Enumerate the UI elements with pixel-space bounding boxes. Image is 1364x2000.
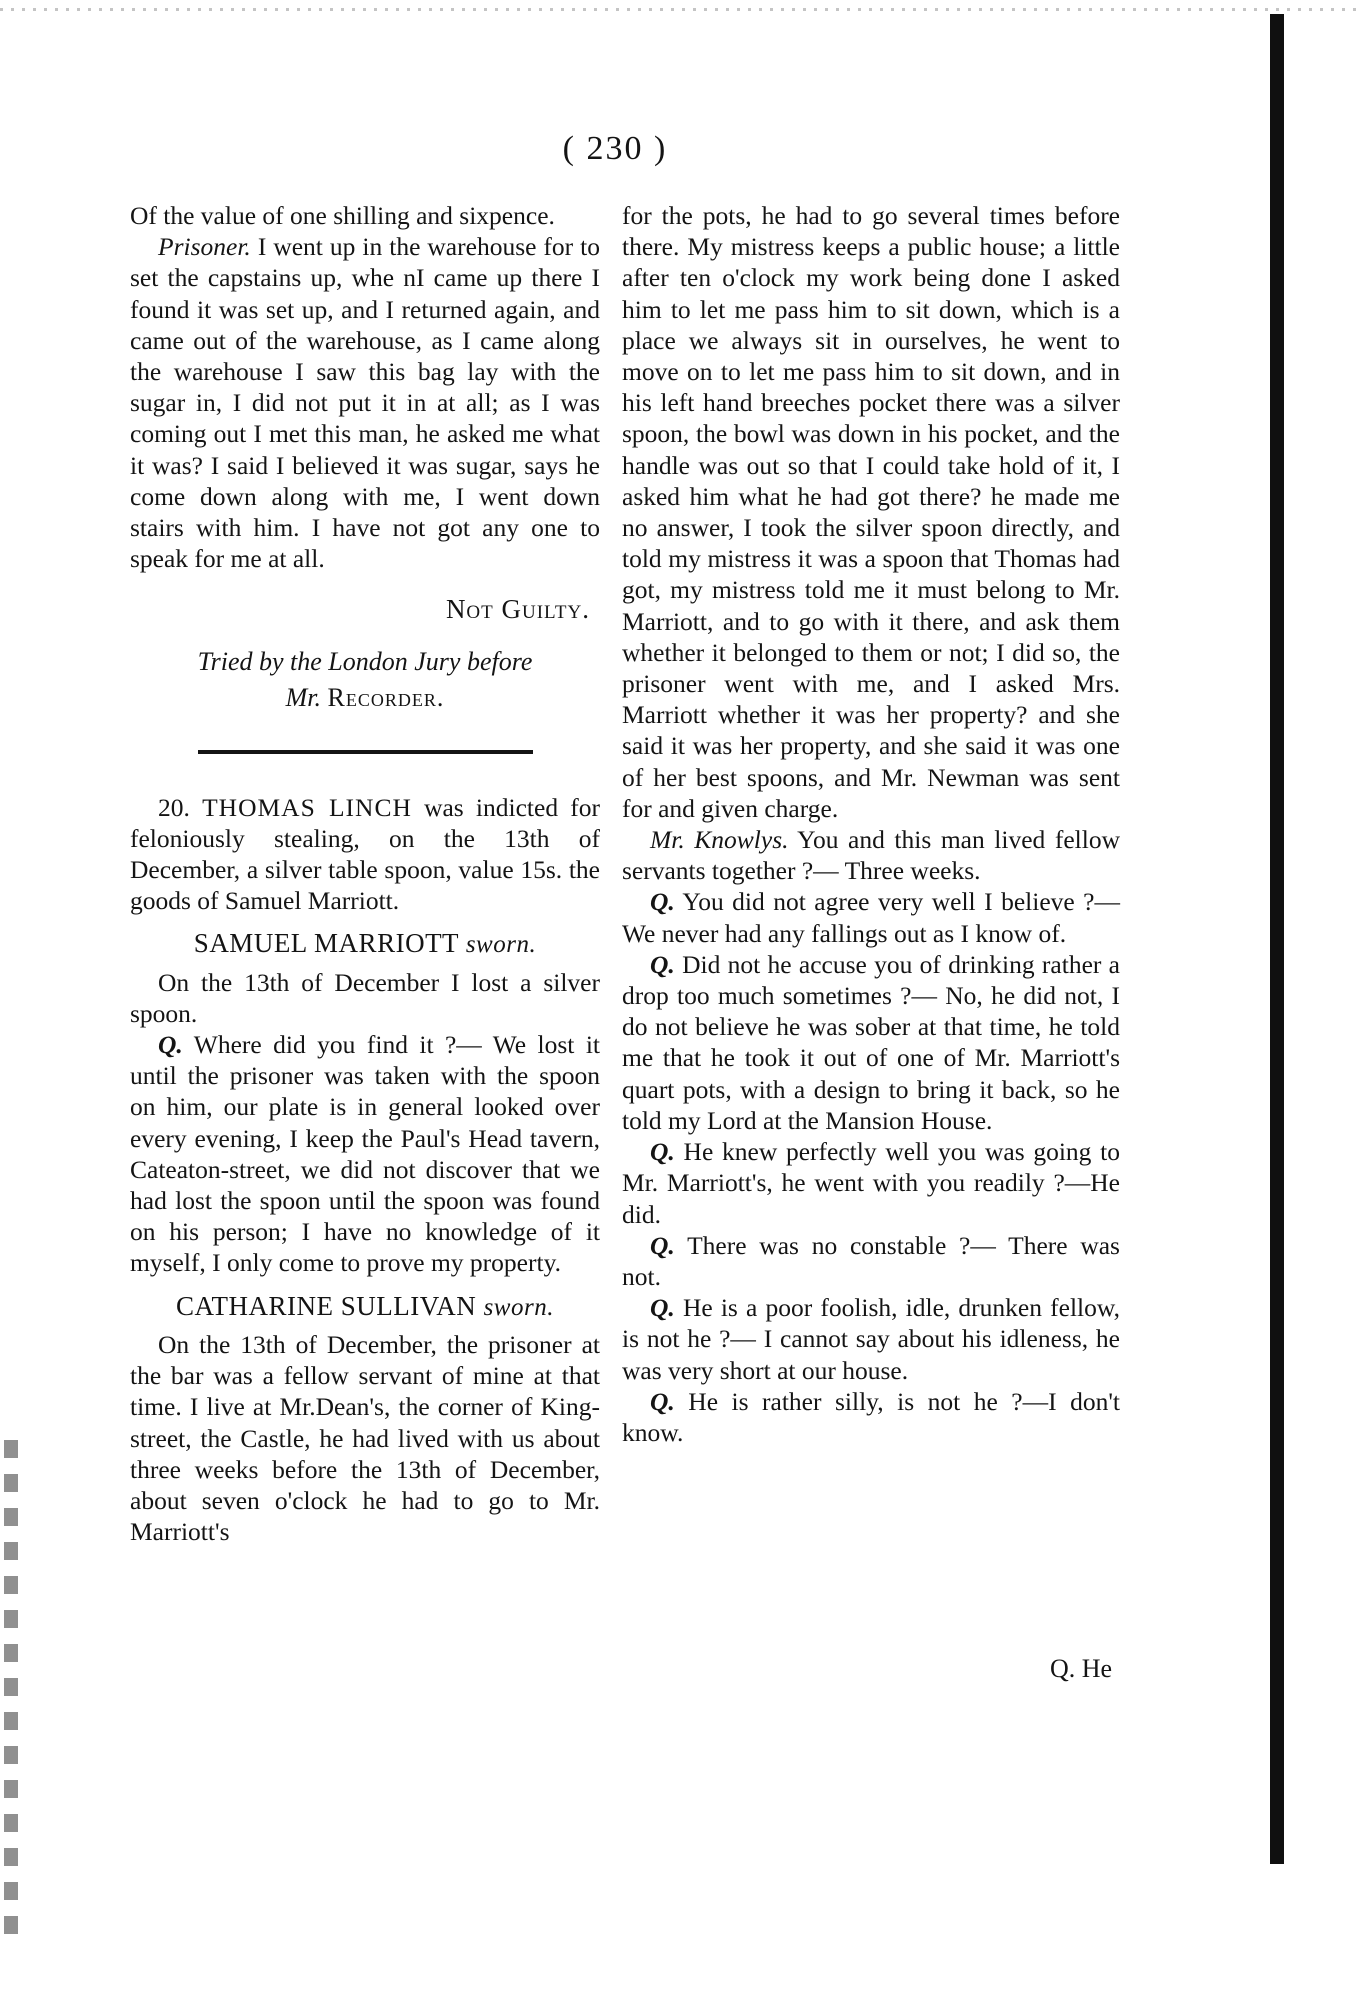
- section-divider: [198, 750, 533, 754]
- testimony-text: Where did you find it ?— We lost it until the prisoner was taken with the spoon on him, our plate is in general looked over every evening, I keep the Paul's Head tavern, Cateaton-street, we did not discover that we had lost the spoon until the spoon was found on his person; I have no knowledge of it myself, I only come to prove my property.: [130, 1030, 600, 1278]
- right-column: [622, 200, 1120, 1448]
- exchange-text: There was no constable ?— There was not.: [622, 1230, 1120, 1291]
- exchange-text: You did not agree very well I believe ?—We never had any fallings out as I know of.: [622, 887, 1120, 948]
- sworn-label: sworn.: [465, 931, 537, 959]
- witness-heading: [130, 1291, 600, 1323]
- exchange: [622, 949, 1120, 1136]
- testimony: On the 13th of December I lost a silver spoon.: [130, 967, 600, 1028]
- scan-artifact-left: [4, 1440, 18, 1940]
- speaker-label: Prisoner.: [158, 232, 251, 262]
- question-mark-label: Q.: [650, 1230, 675, 1260]
- testimony: On the 13th of December, the prisoner at the bar was a fellow servant of mine at that time. I live at Mr.Dean's, the corner of King-street, the Castle, he had lived with us about three weeks before the 13th of December, about seven o'clock he had to go to Mr. Marriott's: [130, 1329, 600, 1547]
- witness-name: SAMUEL MARRIOTT: [193, 928, 459, 959]
- exchange: [622, 1136, 1120, 1230]
- question-mark-label: Q.: [158, 1030, 183, 1060]
- tried-by-line: Tried by the London Jury before: [197, 646, 533, 676]
- sworn-label: sworn.: [483, 1293, 554, 1321]
- question-mark-label: Q.: [650, 949, 675, 979]
- judge-title: Recorder.: [327, 682, 445, 712]
- testimony: for the pots, he had to go several times before there. My mistress keeps a public house; a little after ten o'clock my work being done I asked him to let me pass him to sit down, which is a place we always sit in ourselves, he went to move on to let me pass him to sit down, and in his left hand breeches pocket there was a silver spoon, the bowl was down in his pocket, and the handle was out so that I could take hold of it, I asked him what he had got there? he made me no answer, I took the silver spoon directly, and told my mistress it was a spoon that Thomas had got, my mistress told me it must belong to Mr. Marriott, and to go with it there, and ask them whether it belonged to them or not; I did so, the prisoner went with me, and I asked Mrs. Marriott whether it was her property? and she said it was her property, and she said it was one of her best spoons, and Mr. Newman was sent for and given charge.: [622, 201, 1120, 823]
- exchange-text: Did not he accuse you of drinking rather a drop too much sometimes ?— No, he did not, I do not believe he was sober at that time, he told me that he took it out of one of Mr. Marriott's quart pots, with a design to bring it back, so he told my Lord at the Mansion House.: [622, 949, 1120, 1135]
- judge-prefix: Mr.: [285, 682, 322, 712]
- witness-heading: [130, 928, 600, 960]
- testimony: [130, 1029, 600, 1279]
- indictment: [130, 792, 600, 917]
- page-number: ( 230 ): [562, 130, 668, 167]
- speaker-label: Mr. Knowlys.: [650, 825, 789, 855]
- indictment-text: was indicted for feloniously stealing, on the 13th of December, a silver table spoon, value 15s. the goods of Samuel Marriott.: [130, 792, 601, 916]
- question-mark-label: Q.: [650, 887, 675, 917]
- prisoner-statement: [130, 231, 600, 574]
- exchange: [622, 1292, 1120, 1386]
- tried-by-judge: [130, 680, 600, 716]
- scan-artifact-top: [0, 8, 1364, 11]
- statement-text: I went up in the warehouse for to set the capstains up, whe nI came up there I found it was set up, and I returned again, and came out of the warehouse, as I came along the warehouse I saw this bag lay with the sugar in, I did not put it in at all; as I was coming out I met this man, he asked me what it was? I said I believed it was sugar, says he come down along with me, I went down stairs with him. I have not got any one to speak for me at all.: [130, 232, 601, 574]
- defendant-name: THOMAS LINCH: [202, 792, 412, 822]
- witness-name: CATHARINE SULLIVAN: [176, 1290, 477, 1321]
- catchword: Q. He: [1050, 1654, 1113, 1683]
- verdict: [130, 594, 590, 625]
- paragraph: Of the value of one shilling and sixpence.: [130, 201, 555, 230]
- question-mark-label: Q.: [650, 1386, 675, 1416]
- case-number: 20.: [158, 792, 190, 822]
- exchange: [622, 886, 1120, 948]
- exchange: [622, 1386, 1120, 1448]
- cross-examination: [622, 824, 1120, 886]
- exchange: [622, 1230, 1120, 1292]
- binding-edge: [1270, 14, 1284, 1864]
- exchange-text: He is a poor foolish, idle, drunken fellow, is not he ?— I cannot say about his idleness, he was very short at our house.: [622, 1293, 1120, 1385]
- exchange-text: He knew perfectly well you was going to Mr. Marriott's, he went with you readily ?—He did.: [622, 1137, 1121, 1229]
- left-column: [130, 200, 600, 1547]
- verdict-text: Not Guilty.: [445, 594, 590, 625]
- question-mark-label: Q.: [650, 1137, 675, 1167]
- exchange-text: He is rather silly, is not he ?—I don't know.: [622, 1386, 1120, 1447]
- question-mark-label: Q.: [650, 1293, 675, 1323]
- exchange-text: You and this man lived fellow servants together ?— Three weeks.: [622, 825, 1120, 886]
